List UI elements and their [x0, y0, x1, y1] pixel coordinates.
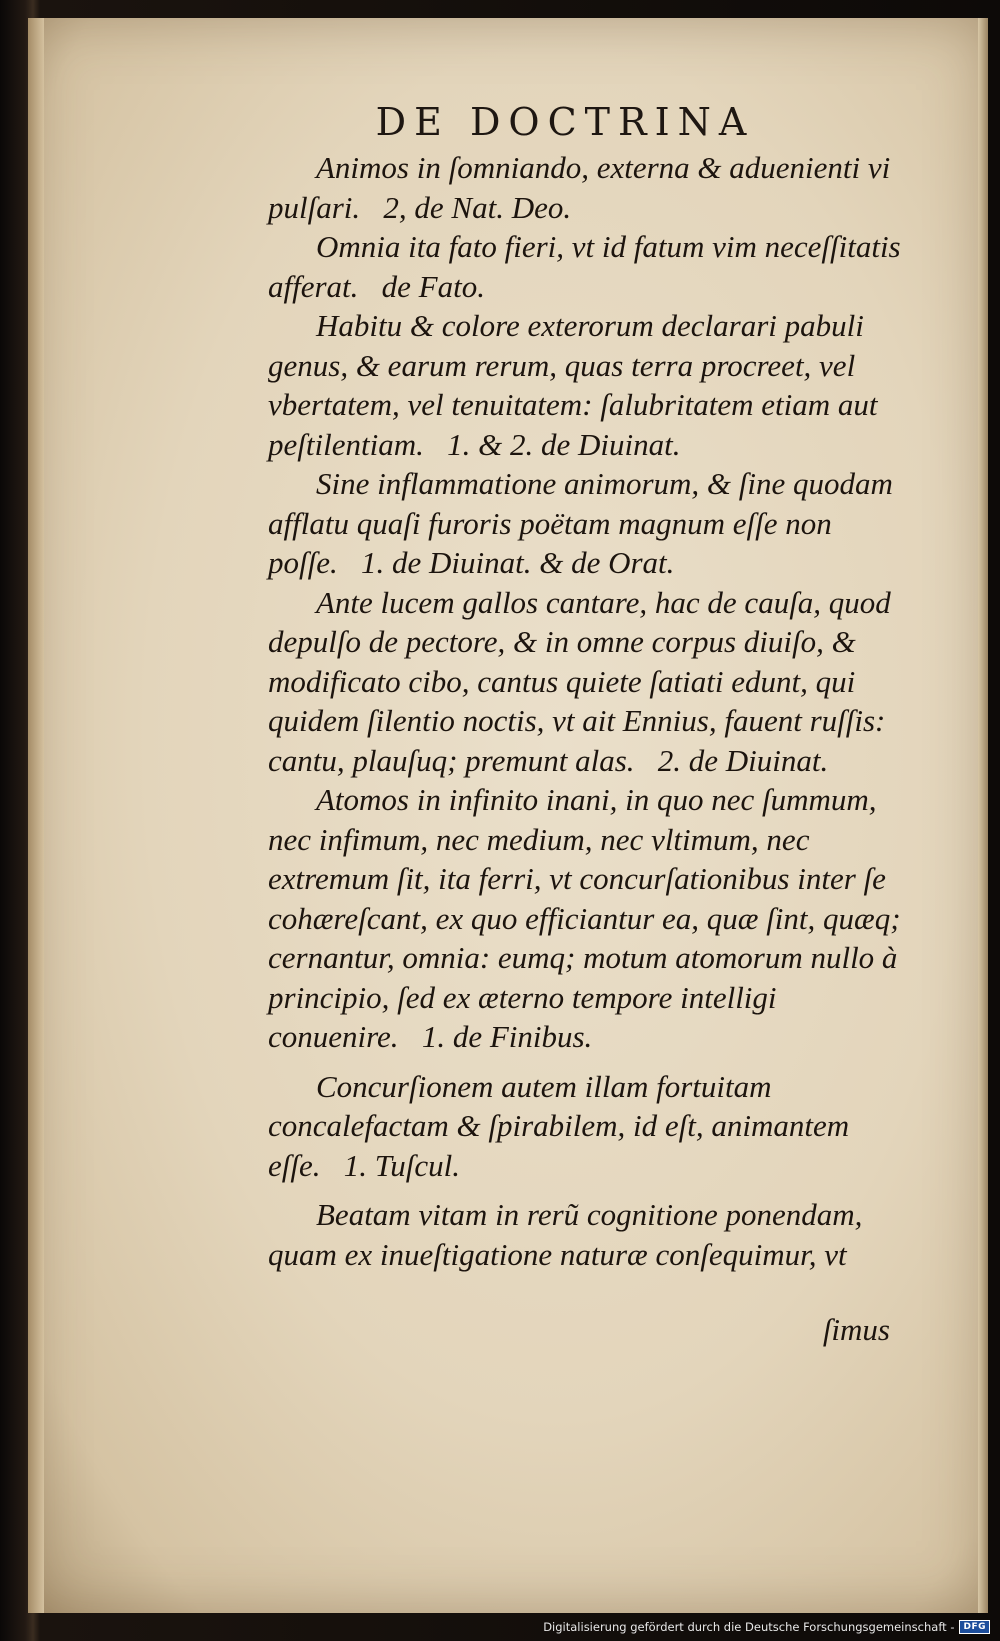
entry-1: Animos in ſomniando, externa & aduenienti vi pulſari. 2, de Nat. Deo. — [268, 150, 891, 225]
catchword: ſimus — [822, 1312, 890, 1347]
entry-2: Omnia ita fato fieri, vt id fatum vim neceſſitatis afferat. de Fato. — [268, 229, 901, 304]
entry-reference: 1. de Finibus. — [421, 1019, 593, 1054]
entry-reference: de Fato. — [381, 268, 485, 304]
entry-reference: 2, de Nat. Deo. — [383, 189, 572, 225]
entry-6: Atomos in infinito inani, in quo nec ſummum, nec infimum, nec medium, nec vltimum, nec extremum ſit, ita ferri, vt concurſationibus inter ſe cohæreſcant, ex quo efficiantur ea, quæ ſint, quæq; cernantur, omnia: eumq; motum atomorum nullo à principio, ſed ex æterno tempore intelligi conuenire. 1. de Finibus. — [268, 782, 901, 1054]
digitization-credit — [543, 1617, 990, 1637]
entry-reference: 1. Tuſcul. — [343, 1147, 461, 1183]
entry-8: Beatam vitam in rerũ cognitione ponendam, quam ex inueſtigatione naturæ conſequimur, vt — [268, 1197, 863, 1272]
entry-reference: 2. de Diuinat. — [657, 742, 829, 778]
credit-text: Digitalisierung gefördert durch die Deutsche Forschungsgemeinschaft - — [543, 1620, 955, 1634]
entry-7: Concurſionem autem illam fortuitam concalefactam & ſpirabilem, id eſt, animantem eſſe. 1. Tuſcul. — [268, 1068, 850, 1183]
entry-reference: 1. & 2. de Diuinat. — [447, 426, 681, 462]
entry-reference: 1. de Diuinat. & de Orat. — [361, 545, 675, 580]
running-head: DE DOCTRINA — [375, 100, 755, 144]
entry-5: Ante lucem gallos cantare, hac de cauſa, quod depulſo de pectore, & in omne corpus diuiſo, & modificato cibo, cantus quiete ſatiati edunt, qui quidem ſilentio noctis, vt ait Ennius, fauent ruſſis: cantu, plauſuq; premunt alas. 2. de Diuinat. — [268, 584, 891, 778]
page-body — [268, 148, 918, 1274]
dfg-logo: DFG — [959, 1620, 990, 1634]
entry-3: Habitu & colore exterorum declarari pabuli genus, & earum rerum, quas terra procreet, vel vbertatem, vel tenuitatem: ſalubritatem etiam aut peſtilentiam. 1. & 2. de Diuinat. — [268, 308, 878, 462]
entry-4: Sine inflammatione animorum, & ſine quodam afflatu quaſi furoris poëtam magnum eſſe non poſſe. 1. de Diuinat. & de Orat. — [268, 466, 893, 580]
